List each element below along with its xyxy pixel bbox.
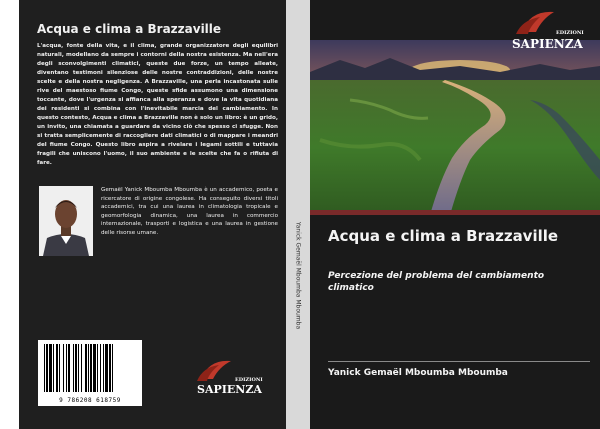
book-spine — [286, 0, 310, 429]
book-subtitle: Percezione del problema del cambiamento climatico — [328, 271, 545, 293]
barcode-bar — [109, 344, 111, 392]
barcode-bar — [97, 344, 98, 392]
barcode-bar — [44, 344, 45, 392]
book-author: Yanick Gemaël Mboumba Mboumba — [328, 368, 508, 378]
publisher-logo-top-text: EDIZIONI — [235, 377, 263, 383]
publisher-logo-front — [500, 8, 590, 54]
barcode-bars — [38, 340, 142, 396]
barcode-bar — [100, 344, 101, 392]
barcode-bar — [88, 344, 89, 392]
publisher-logo-main-text: SAPIENZA — [512, 37, 583, 51]
barcode-bar — [93, 344, 96, 392]
divider — [328, 361, 590, 362]
barcode-bar — [53, 344, 54, 392]
barcode-bar — [56, 344, 58, 392]
landscape-illustration — [310, 40, 600, 215]
back-cover — [19, 0, 286, 429]
feather-icon — [516, 12, 554, 34]
barcode-bar — [46, 344, 48, 392]
author-photo — [39, 186, 93, 256]
publisher-logo-main-text: SAPIENZA — [197, 383, 262, 396]
publisher-logo-top-text: EDIZIONI — [556, 30, 584, 36]
barcode-bar — [112, 344, 113, 392]
barcode-bar — [63, 344, 64, 392]
barcode-bar — [66, 344, 67, 392]
book-title: Acqua e clima a Brazzaville — [328, 227, 559, 245]
feather-icon — [197, 361, 231, 381]
barcode-digits: 9 786208 618759 — [59, 397, 121, 404]
barcode-bar — [78, 344, 79, 392]
back-cover-title: Acqua e clima a Brazzaville — [37, 22, 222, 36]
spine-author: Yanick Gemaël Mboumba Mboumba — [294, 221, 302, 330]
barcode-bar — [90, 344, 92, 392]
barcode-bar — [73, 344, 74, 392]
front-cover — [310, 0, 600, 429]
back-cover-blurb: L'acqua, fonte della vita, e il clima, grande organizzatore degli equilibri naturali, modellano da sempre i contorni della nostra esistenza. Ma nell'era degli sconvolgimenti climatici, queste due forze, un tempo alleate, diventano testimoni silenziose delle nostre contraddizioni, delle nostre scelte e della nostra negligenza. A Brazzaville, una perla incastonata sulle rive del maestoso fiume Congo, queste sfide assumono una dimensione toccante, dove l'urgenza si affianca alla speranza e dove la vita quotidiana dei residenti si combina con l'inevitabile marcia del cambiamento. In questo contesto, Acqua e clima a Brazzaville non è solo un libro: è un grido, un invito, una chiamata a guardare da vicino ciò che spesso ci sfugge. Non si tratta semplicemente di raccogliere dati climatici o di mappare i meandri del fiume Congo. Questo libro aspira a rivelare i legami sottili e tuttavia fragili che uniscono l'uomo, il suo ambiente e le scelte che fa o rifiuta di fare. — [37, 43, 278, 166]
barcode-bar — [49, 344, 52, 392]
barcode-bar — [59, 344, 60, 392]
barcode — [38, 340, 142, 406]
barcode-bar — [68, 344, 70, 392]
barcode-bar — [105, 344, 108, 392]
barcode-bar — [75, 344, 77, 392]
barcode-bar — [85, 344, 87, 392]
cover-landscape-image — [310, 40, 600, 215]
author-portrait-icon — [39, 186, 93, 256]
publisher-logo-back — [179, 357, 269, 399]
barcode-bar — [81, 344, 82, 392]
barcode-bar — [103, 344, 104, 392]
author-bio: Gemaël Yanick Mboumba Mboumba è un accademico, poeta e ricercatore di origine congolese. Ha conseguito diversi titoli accademici, tra cui una laurea in climatologia tropicale e geomorfologia dinamica, una laurea in commercio internazionale, trasporti e logistica e una laurea in gestione delle risorse umane. — [101, 187, 278, 236]
